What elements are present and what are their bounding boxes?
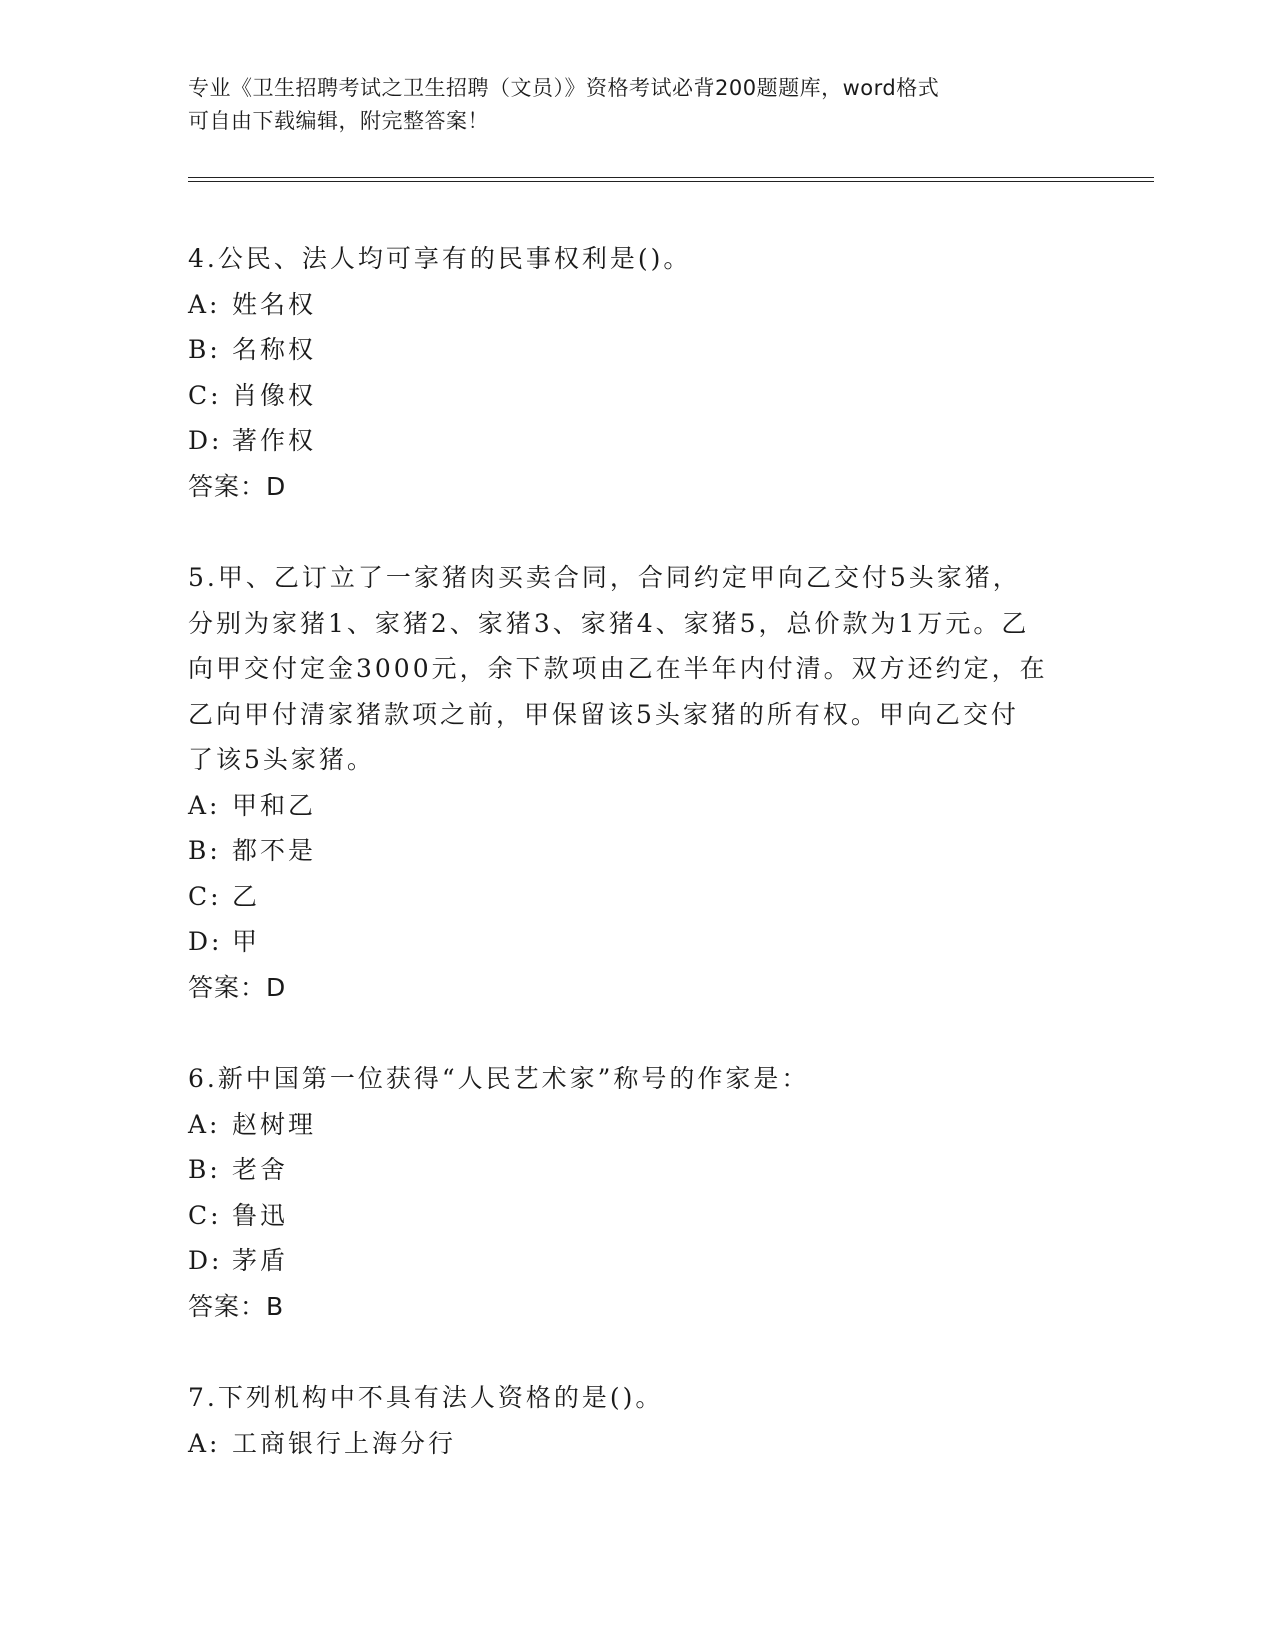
header-line-1: 专业《卫生招聘考试之卫生招聘（文员）》资格考试必背200题题库，word格式 [188, 76, 940, 100]
option-text: 乙 [232, 881, 261, 911]
option-a [188, 1102, 1088, 1148]
option-text: 茅盾 [232, 1246, 289, 1275]
option-key: B: [188, 836, 221, 865]
option-d [188, 418, 1088, 464]
question-stem-line: 分别为家猪1、家猪2、家猪3、家猪4、家猪5，总价款为1万元。乙 [188, 608, 1030, 638]
answer-line: 答案：B [188, 1291, 285, 1321]
question-stem: 6.新中国第一位获得“人民艺术家”称号的作家是： [188, 1064, 810, 1093]
option-a [188, 783, 1088, 829]
option-key: D: [188, 1246, 223, 1275]
option-key: D: [188, 426, 223, 455]
option-key: A: [188, 289, 221, 319]
question-5 [188, 555, 1088, 1010]
option-text: 鲁迅 [232, 1200, 289, 1230]
option-key: C: [188, 1200, 222, 1230]
option-key: A: [188, 1428, 221, 1458]
option-b [188, 1147, 1088, 1193]
header-line-2: 可自由下载编辑，附完整答案！ [188, 109, 489, 133]
answer-line: 答案：D [188, 471, 287, 501]
option-text: 肖像权 [232, 380, 317, 410]
option-a [188, 282, 1088, 328]
option-text: 工商银行上海分行 [232, 1428, 457, 1458]
question-7 [188, 1375, 1088, 1466]
option-c [188, 1193, 1088, 1239]
question-stem-line: 5.甲、乙订立了一家猪肉买卖合同，合同约定甲向乙交付5头家猪， [188, 563, 1021, 592]
option-key: A: [188, 1109, 221, 1139]
option-d [188, 919, 1088, 965]
option-key: A: [188, 790, 221, 820]
option-b [188, 828, 1088, 874]
question-stem: 7.下列机构中不具有法人资格的是()。 [188, 1383, 664, 1412]
header-divider [188, 177, 1154, 182]
question-stem-line: 了该5头家猪。 [188, 745, 375, 774]
option-text: 老舍 [232, 1155, 289, 1184]
question-4 [188, 236, 1088, 509]
option-text: 著作权 [232, 426, 317, 455]
question-stem-line: 乙向甲付清家猪款项之前，甲保留该5头家猪的所有权。甲向乙交付 [188, 699, 1019, 729]
question-stem-line: 向甲交付定金3000元，余下款项由乙在半年内付清。双方还约定，在 [188, 654, 1048, 683]
option-text: 甲 [232, 927, 261, 956]
option-a [188, 1421, 1088, 1467]
question-6 [188, 1056, 1088, 1329]
option-key: D: [188, 927, 223, 956]
document-header [188, 72, 1078, 138]
option-key: B: [188, 335, 221, 364]
option-text: 名称权 [232, 335, 317, 364]
answer-line: 答案：D [188, 972, 287, 1002]
option-text: 甲和乙 [232, 790, 317, 820]
question-list [188, 236, 1088, 1512]
option-b [188, 327, 1088, 373]
option-key: C: [188, 380, 222, 410]
option-key: C: [188, 881, 222, 911]
option-c [188, 373, 1088, 419]
option-text: 姓名权 [232, 289, 317, 319]
option-text: 都不是 [232, 836, 317, 865]
option-d [188, 1238, 1088, 1284]
option-key: B: [188, 1155, 221, 1184]
question-stem: 4.公民、法人均可享有的民事权利是()。 [188, 244, 692, 273]
option-text: 赵树理 [232, 1109, 317, 1139]
option-c [188, 874, 1088, 920]
